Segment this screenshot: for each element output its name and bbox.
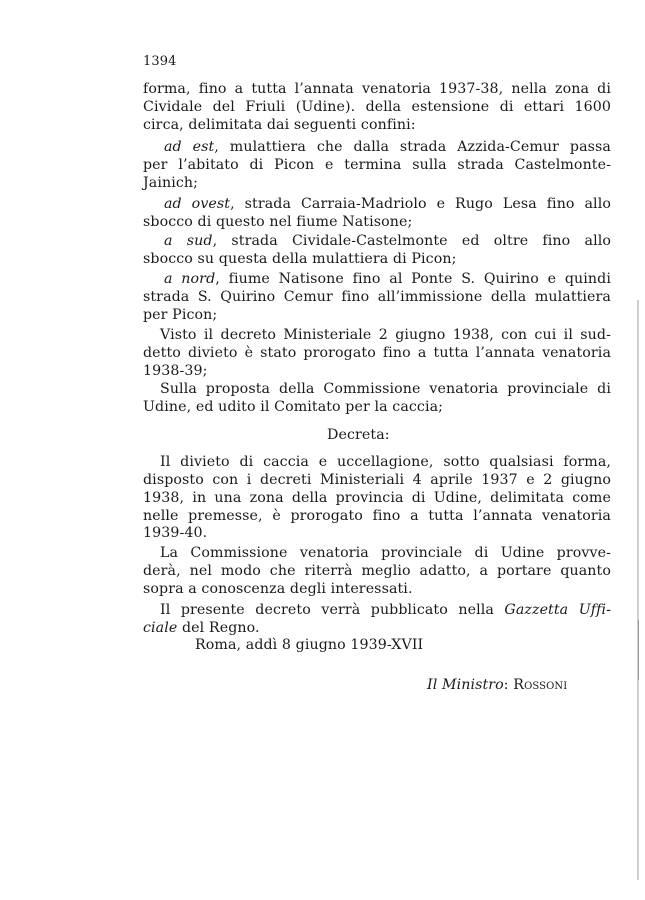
text-segment: a nord	[164, 271, 216, 287]
text-segment: , strada Carraia-Madriolo e Rugo Lesa fino allo	[230, 196, 611, 212]
text-segment: , strada Cividale-Castelmonte ed oltre fino allo	[212, 233, 611, 249]
text-line	[164, 195, 611, 213]
text-line	[143, 250, 456, 268]
text-line	[427, 676, 567, 694]
text-line	[143, 288, 611, 306]
text-segment: Visto il decreto Ministeriale 2 giugno 1938, con cui il sud-	[160, 327, 611, 343]
text-line	[164, 270, 611, 288]
text-segment: strada S. Quirino Cemur fino all’immissione della mulattiera	[143, 289, 611, 305]
text-line	[143, 580, 413, 598]
text-segment: ad ovest	[164, 196, 231, 212]
text-segment: Roma, addì 8 giugno 1939-XVII	[195, 637, 424, 653]
text-segment: ad est	[164, 139, 215, 155]
text-segment: :	[503, 677, 514, 693]
text-line	[143, 489, 611, 507]
text-line	[143, 174, 198, 192]
text-segment: Il divieto di caccia e uccellagione, sotto qualsiasi forma,	[160, 454, 611, 470]
text-line	[143, 344, 611, 362]
scan-edge	[637, 300, 639, 880]
text-segment: Il Ministro	[427, 677, 504, 693]
text-line	[143, 398, 443, 416]
text-segment: forma, fino a tutta l’annata venatoria 1937-38, nella zona di	[143, 81, 611, 97]
text-line	[143, 471, 611, 489]
text-segment: detto divieto è stato prorogato fino a tutta l’annata venatoria	[143, 345, 611, 361]
text-segment: circa, delimitata dai seguenti confini:	[143, 117, 416, 133]
text-segment: La Commissione venatoria provinciale di Udine provve-	[160, 545, 611, 561]
text-segment: ciale	[143, 620, 178, 636]
text-segment: Jainich;	[143, 175, 199, 191]
text-segment: Rossoni	[513, 677, 568, 693]
page-number: 1394	[143, 54, 177, 69]
text-segment: Gazzetta Uffi-	[504, 602, 612, 618]
text-line	[160, 326, 611, 344]
text-segment: , fiume Natisone fino al Ponte S. Quirino e quindi	[215, 271, 611, 287]
text-segment: 1938-39;	[143, 363, 208, 379]
text-line	[143, 98, 611, 116]
text-segment: sbocco su questa della mulattiera di Picon;	[143, 251, 457, 267]
scan-edge-mark	[638, 620, 639, 680]
text-line	[143, 562, 611, 580]
text-segment: a sud	[164, 233, 213, 249]
text-line	[143, 619, 260, 637]
text-line	[143, 507, 611, 525]
text-line	[327, 426, 390, 444]
text-line	[160, 380, 611, 398]
text-line	[143, 156, 611, 174]
text-segment: Sulla proposta della Commissione venatoria provinciale di	[160, 381, 611, 397]
text-segment: sopra a conoscenza degli interessati.	[143, 581, 413, 597]
text-line	[160, 601, 611, 619]
text-line	[143, 362, 208, 380]
text-segment: del Regno.	[177, 620, 260, 636]
text-segment: per l’abitato di Picon e termina sulla strada Castelmonte-	[143, 157, 611, 173]
text-line	[164, 138, 611, 156]
text-segment: Il presente decreto verrà pubblicato nella	[160, 602, 505, 618]
text-line	[195, 636, 423, 654]
text-segment: 1939-40.	[143, 525, 208, 541]
text-segment: , mulattiera che dalla strada Azzida-Cemur passa	[214, 139, 611, 155]
text-segment: disposto con i decreti Ministeriali 4 aprile 1937 e 2 giugno	[143, 472, 611, 488]
text-segment: nelle premesse, è prorogato fino a tutta l’annata venatoria	[143, 508, 611, 524]
text-segment: Decreta:	[327, 427, 390, 443]
text-segment: sbocco di questo nel fiume Natisone;	[143, 214, 413, 230]
text-segment: per Picon;	[143, 307, 218, 323]
text-line	[143, 80, 611, 98]
text-segment: 1938, in una zona della provincia di Udine, delimitata come	[143, 490, 611, 506]
text-line	[160, 544, 611, 562]
text-line	[143, 116, 416, 134]
text-segment: Udine, ed udito il Comitato per la caccia;	[143, 399, 444, 415]
text-line	[164, 232, 611, 250]
text-line	[143, 213, 412, 231]
text-line	[143, 306, 217, 324]
text-line	[160, 453, 611, 471]
text-segment: Cividale del Friuli (Udine). della estensione di ettari 1600	[143, 99, 611, 115]
text-segment: derà, nel modo che riterrà meglio adatto, a portare quanto	[143, 563, 611, 579]
text-line	[143, 524, 207, 542]
